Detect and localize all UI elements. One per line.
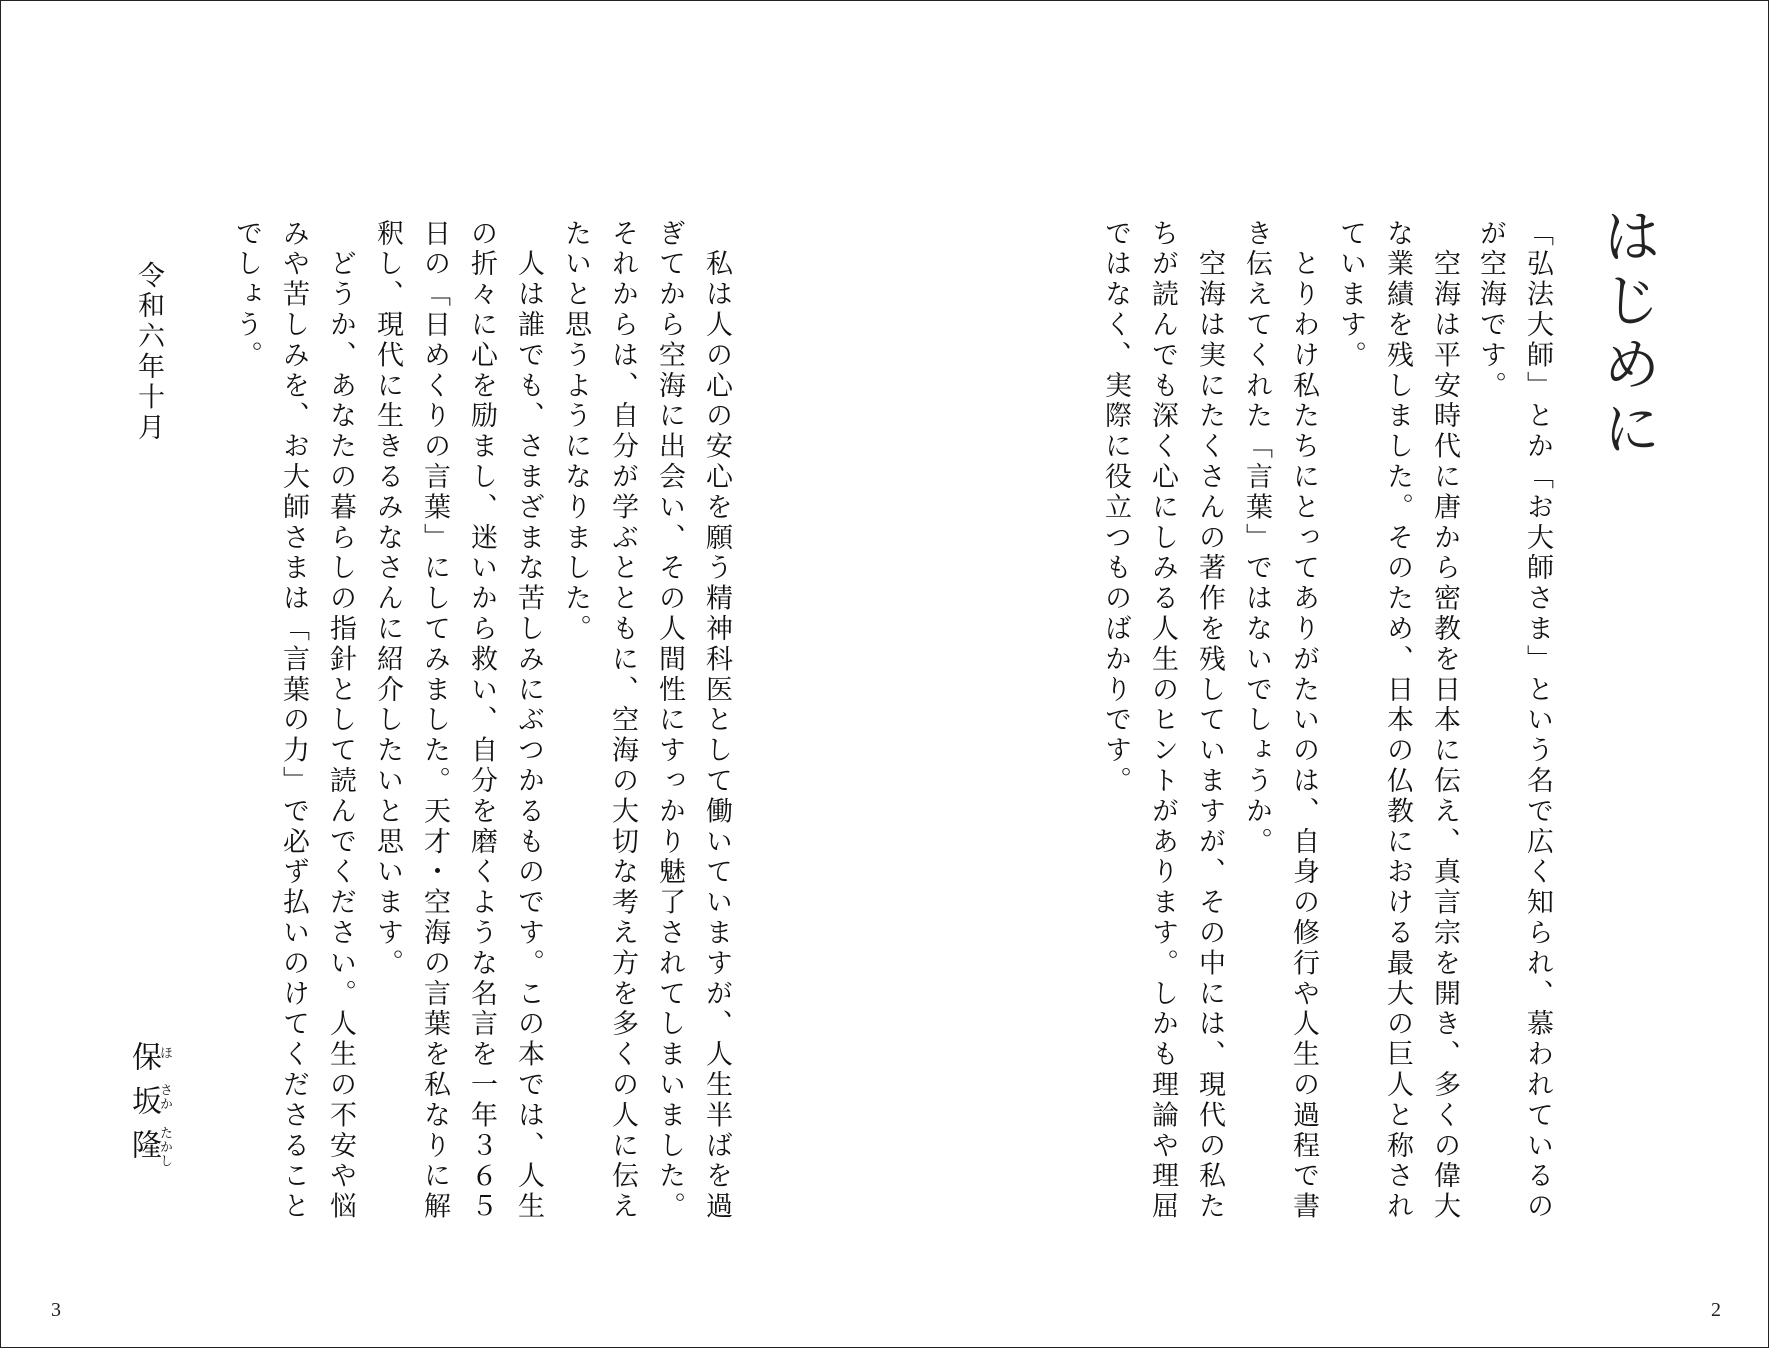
text-column-l4: たいと思うようになりました。	[560, 219, 591, 645]
text-column-r1: 「弘法大師」とか「お大師さま」という名で広く知られ、慕われているの	[1522, 219, 1553, 1223]
text-column-l11: でしょう。	[231, 219, 262, 371]
date-line: 令和六年十月	[133, 261, 164, 444]
text-column-r3: 空海は平安時代に唐から密教を日本に伝え、真言宗を開き、多くの偉大	[1429, 219, 1460, 1223]
text-column-r9: ちが読んでも深く心にしみる人生のヒントがあります。しかも理論や理屈	[1147, 219, 1178, 1223]
text-column-l3: それからは、自分が学ぶとともに、空海の大切な考え方を多くの人に伝え	[607, 219, 638, 1223]
author-ruby-saka: さか	[157, 1083, 172, 1111]
chapter-heading: はじめに	[1593, 206, 1661, 462]
text-column-r4: な業績を残しました。そのため、日本の仏教における最大の巨人と称され	[1382, 219, 1413, 1223]
text-column-r10: ではなく、実際に役立つものばかりです。	[1100, 219, 1131, 797]
text-column-l7: 日の「日めくりの言葉」にしてみました。天才・空海の言葉を私なりに解	[419, 219, 450, 1223]
text-column-r7: き伝えてくれた「言葉」ではないでしょうか。	[1241, 219, 1272, 858]
author-ruby-ho: ほ	[157, 1046, 172, 1060]
page-number-right: 2	[1711, 1299, 1721, 1321]
text-column-l9: どうか、あなたの暮らしの指針として読んでください。人生の不安や悩	[325, 219, 356, 1223]
text-column-l10: みや苦しみを、お大師さまは「言葉の力」で必ず払いのけてくださること	[278, 219, 309, 1223]
author-name: 保坂隆	[126, 1041, 161, 1173]
text-column-r5: ています。	[1335, 219, 1366, 371]
text-column-r8: 空海は実にたくさんの著作を残していますが、その中には、現代の私た	[1194, 219, 1225, 1223]
text-column-l5: 人は誰でも、さまざまな苦しみにぶつかるものです。この本では、人生	[513, 219, 544, 1223]
author-ruby-takashi: たかし	[157, 1126, 172, 1168]
page-number-left: 3	[51, 1299, 61, 1321]
text-column-l6: の折々に心を励まし、迷いから救い、自分を磨くような名言を一年３６５	[466, 219, 497, 1223]
text-column-l8: 釈し、現代に生きるみなさんに紹介したいと思います。	[372, 219, 403, 979]
text-column-l2: ぎてから空海に出会い、その人間性にすっかり魅了されてしまいました。	[654, 219, 685, 1223]
text-column-r6: とりわけ私たちにとってありがたいのは、自身の修行や人生の過程で書	[1288, 219, 1319, 1223]
text-column-r2: が空海です。	[1475, 219, 1506, 402]
text-column-l1: 私は人の心の安心を願う精神科医として働いていますが、人生半ばを過	[701, 219, 732, 1223]
